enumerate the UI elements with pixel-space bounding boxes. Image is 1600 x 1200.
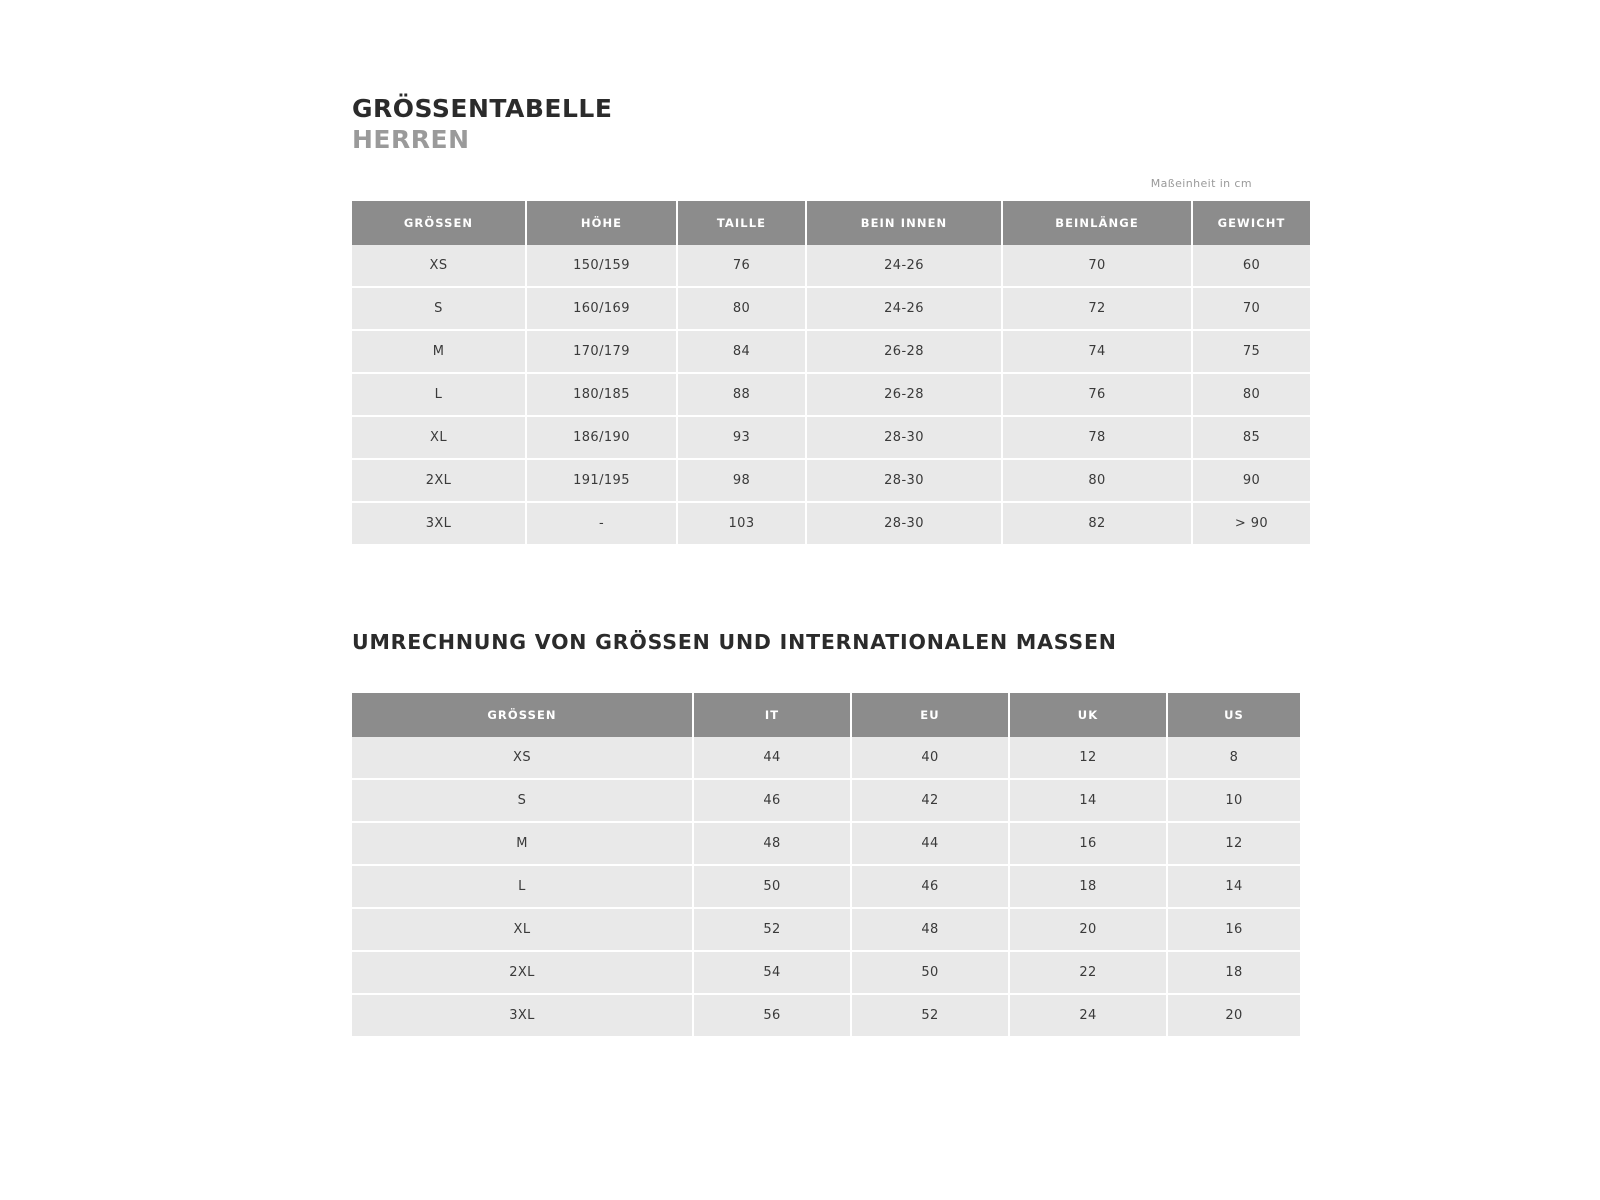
table-row (352, 416, 1310, 459)
column-header-it: IT (693, 693, 851, 737)
table-header-row (352, 201, 1310, 245)
cell-inseam: 24-26 (806, 287, 1002, 330)
cell-size: XS (352, 245, 526, 287)
cell-size: M (352, 330, 526, 373)
cell-height: 150/159 (526, 245, 677, 287)
cell-uk: 20 (1009, 908, 1167, 951)
cell-leg-length: 74 (1002, 330, 1192, 373)
cell-waist: 93 (677, 416, 806, 459)
column-header-groessen: GRÖSSEN (352, 201, 526, 245)
cell-inseam: 26-28 (806, 373, 1002, 416)
cell-eu: 48 (851, 908, 1009, 951)
title-sub: HERREN (352, 125, 470, 154)
cell-us: 14 (1167, 865, 1300, 908)
column-header-beinlaenge: BEINLÄNGE (1002, 201, 1192, 245)
cell-height: 170/179 (526, 330, 677, 373)
cell-leg-length: 78 (1002, 416, 1192, 459)
cell-eu: 40 (851, 737, 1009, 779)
table-row (352, 779, 1300, 822)
cell-leg-length: 76 (1002, 373, 1192, 416)
cell-it: 50 (693, 865, 851, 908)
cell-size: M (352, 822, 693, 865)
table-row (352, 822, 1300, 865)
cell-us: 20 (1167, 994, 1300, 1036)
cell-size: 2XL (352, 951, 693, 994)
title-main: GRÖSSENTABELLE (352, 94, 613, 123)
cell-height: 180/185 (526, 373, 677, 416)
cell-waist: 103 (677, 502, 806, 544)
cell-size: XS (352, 737, 693, 779)
table-row (352, 737, 1300, 779)
column-header-taille: TAILLE (677, 201, 806, 245)
cell-waist: 84 (677, 330, 806, 373)
cell-waist: 88 (677, 373, 806, 416)
cell-eu: 42 (851, 779, 1009, 822)
cell-us: 16 (1167, 908, 1300, 951)
cell-it: 46 (693, 779, 851, 822)
cell-leg-length: 82 (1002, 502, 1192, 544)
cell-it: 48 (693, 822, 851, 865)
cell-uk: 18 (1009, 865, 1167, 908)
column-header-us: US (1167, 693, 1300, 737)
cell-size: XL (352, 908, 693, 951)
cell-eu: 44 (851, 822, 1009, 865)
column-header-eu: EU (851, 693, 1009, 737)
cell-size: 3XL (352, 994, 693, 1036)
table-row (352, 951, 1300, 994)
cell-weight: 75 (1192, 330, 1310, 373)
table-row (352, 908, 1300, 951)
page-title (352, 94, 1252, 155)
cell-leg-length: 72 (1002, 287, 1192, 330)
column-header-uk: UK (1009, 693, 1167, 737)
unit-note: Maßeinheit in cm (1150, 177, 1252, 191)
cell-uk: 12 (1009, 737, 1167, 779)
table-row (352, 287, 1310, 330)
cell-height: 186/190 (526, 416, 677, 459)
cell-weight: 80 (1192, 373, 1310, 416)
cell-size: 2XL (352, 459, 526, 502)
table-row (352, 373, 1310, 416)
cell-size: XL (352, 416, 526, 459)
cell-leg-length: 80 (1002, 459, 1192, 502)
content-column (352, 94, 1286, 1036)
cell-us: 18 (1167, 951, 1300, 994)
cell-us: 8 (1167, 737, 1300, 779)
cell-inseam: 28-30 (806, 416, 1002, 459)
column-header-gewicht: GEWICHT (1192, 201, 1310, 245)
cell-size: S (352, 287, 526, 330)
cell-us: 12 (1167, 822, 1300, 865)
section-heading-conversion: UMRECHNUNG VON GRÖSSEN UND INTERNATIONALEN MASSEN (352, 630, 1117, 655)
cell-waist: 80 (677, 287, 806, 330)
cell-leg-length: 70 (1002, 245, 1192, 287)
table-row (352, 459, 1310, 502)
cell-uk: 16 (1009, 822, 1167, 865)
cell-size: 3XL (352, 502, 526, 544)
table-header-row (352, 693, 1300, 737)
table-row (352, 865, 1300, 908)
table-row (352, 994, 1300, 1036)
cell-eu: 46 (851, 865, 1009, 908)
cell-inseam: 28-30 (806, 459, 1002, 502)
cell-eu: 52 (851, 994, 1009, 1036)
cell-it: 54 (693, 951, 851, 994)
section-spacer (352, 544, 1252, 630)
table-row (352, 330, 1310, 373)
cell-it: 44 (693, 737, 851, 779)
cell-uk: 24 (1009, 994, 1167, 1036)
cell-height: - (526, 502, 677, 544)
cell-uk: 14 (1009, 779, 1167, 822)
cell-us: 10 (1167, 779, 1300, 822)
table-row (352, 502, 1310, 544)
cell-height: 191/195 (526, 459, 677, 502)
column-header-groessen: GRÖSSEN (352, 693, 693, 737)
column-header-hoehe: HÖHE (526, 201, 677, 245)
cell-weight: 60 (1192, 245, 1310, 287)
cell-waist: 98 (677, 459, 806, 502)
cell-eu: 50 (851, 951, 1009, 994)
cell-it: 56 (693, 994, 851, 1036)
cell-weight: 90 (1192, 459, 1310, 502)
cell-inseam: 28-30 (806, 502, 1002, 544)
heading-spacer (352, 654, 1252, 682)
cell-size: L (352, 373, 526, 416)
cell-weight: 70 (1192, 287, 1310, 330)
cell-height: 160/169 (526, 287, 677, 330)
cell-size: S (352, 779, 693, 822)
cell-uk: 22 (1009, 951, 1167, 994)
cell-weight: > 90 (1192, 502, 1310, 544)
cell-it: 52 (693, 908, 851, 951)
cell-size: L (352, 865, 693, 908)
size-table-conversion (352, 693, 1300, 1036)
cell-inseam: 26-28 (806, 330, 1002, 373)
cell-weight: 85 (1192, 416, 1310, 459)
size-table-main (352, 201, 1310, 544)
cell-inseam: 24-26 (806, 245, 1002, 287)
table-row (352, 245, 1310, 287)
cell-waist: 76 (677, 245, 806, 287)
column-header-bein-innen: BEIN INNEN (806, 201, 1002, 245)
